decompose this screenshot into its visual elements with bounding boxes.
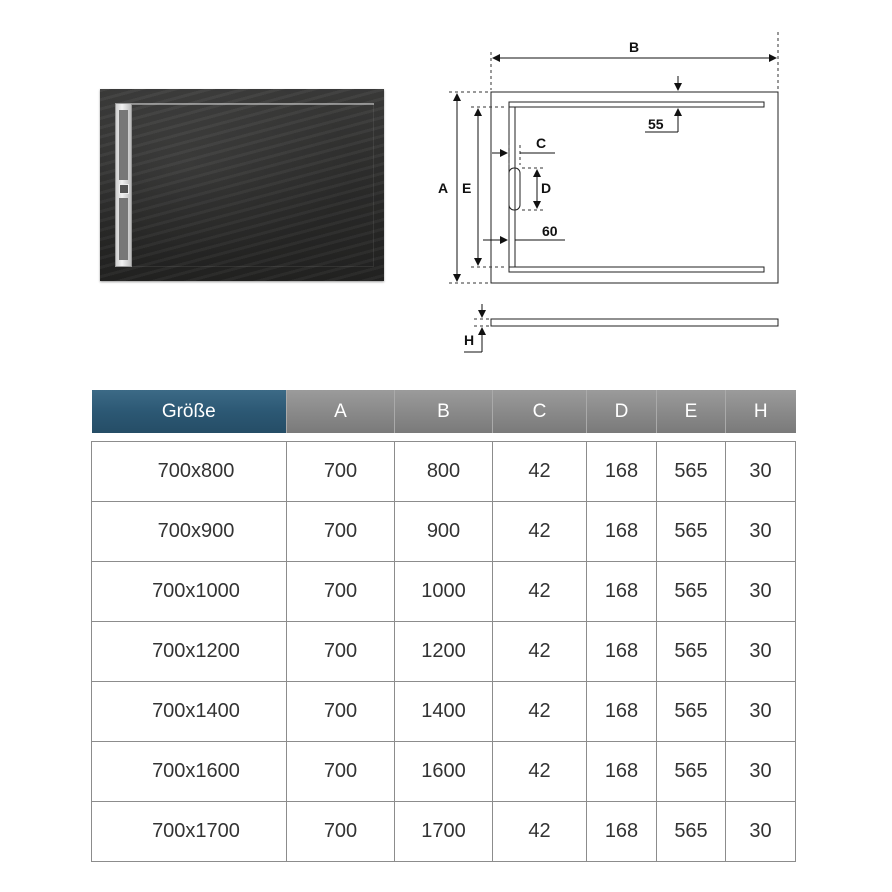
cell-d: 168 [587,562,657,622]
cell-size: 700x1600 [92,742,287,802]
cell-a: 700 [287,802,395,862]
label-h: H [464,332,475,348]
cell-size: 700x800 [92,442,287,502]
table-header-row [92,390,796,433]
cell-h: 30 [726,502,796,562]
cell-d: 168 [587,622,657,682]
header-c: C [493,390,587,433]
header-a: A [287,390,395,433]
cell-e: 565 [657,442,726,502]
cell-b: 1200 [395,622,493,682]
cell-c: 42 [493,742,587,802]
cell-size: 700x1000 [92,562,287,622]
cell-a: 700 [287,682,395,742]
cell-h: 30 [726,442,796,502]
cell-e: 565 [657,622,726,682]
cell-a: 700 [287,502,395,562]
table-row [92,622,796,682]
cell-a: 700 [287,562,395,622]
header-e: E [657,390,726,433]
label-a: A [438,180,449,196]
header-d: D [587,390,657,433]
cell-b: 1700 [395,802,493,862]
cell-b: 1400 [395,682,493,742]
cell-d: 168 [587,442,657,502]
cell-a: 700 [287,742,395,802]
label-d: D [541,180,552,196]
cell-d: 168 [587,802,657,862]
cell-e: 565 [657,742,726,802]
cell-h: 30 [726,742,796,802]
top-rim [509,102,764,107]
cell-h: 30 [726,682,796,742]
cell-a: 700 [287,442,395,502]
table-row [92,742,796,802]
cell-b: 900 [395,502,493,562]
cell-c: 42 [493,442,587,502]
cell-h: 30 [726,562,796,622]
size-table [91,390,796,862]
cell-b: 800 [395,442,493,502]
cell-h: 30 [726,802,796,862]
label-60: 60 [542,223,558,239]
tray-side-profile [491,319,778,326]
table-row [92,442,796,502]
technical-drawing [0,0,892,380]
cell-e: 565 [657,562,726,622]
header-h: H [726,390,796,433]
cell-size: 700x1400 [92,682,287,742]
table-row [92,502,796,562]
cell-e: 565 [657,682,726,742]
header-b: B [395,390,493,433]
cell-b: 1600 [395,742,493,802]
cell-c: 42 [493,682,587,742]
cell-size: 700x1700 [92,802,287,862]
cell-c: 42 [493,562,587,622]
label-b: B [629,39,640,55]
tray-outline [491,92,778,283]
cell-b: 1000 [395,562,493,622]
cell-h: 30 [726,622,796,682]
cell-a: 700 [287,622,395,682]
cell-size: 700x1200 [92,622,287,682]
header-size: Größe [92,390,287,433]
cell-size: 700x900 [92,502,287,562]
label-c: C [536,135,547,151]
table-row [92,682,796,742]
cell-c: 42 [493,622,587,682]
cell-d: 168 [587,742,657,802]
label-55: 55 [648,116,664,132]
cell-d: 168 [587,682,657,742]
cell-e: 565 [657,502,726,562]
cell-e: 565 [657,802,726,862]
cell-d: 168 [587,502,657,562]
cell-c: 42 [493,502,587,562]
label-e: E [462,180,472,196]
bottom-rim [509,267,764,272]
table-row [92,562,796,622]
cell-c: 42 [493,802,587,862]
table-row [92,802,796,862]
